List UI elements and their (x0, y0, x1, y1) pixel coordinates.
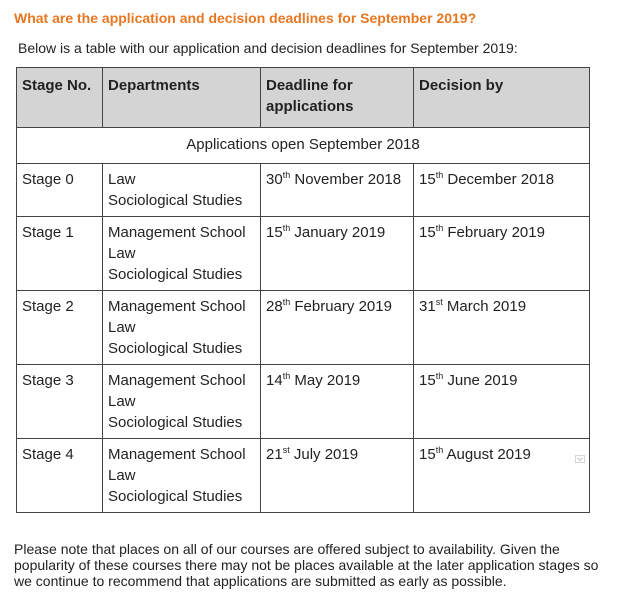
decision-month-year: June 2019 (447, 372, 518, 389)
department-name: Law (108, 245, 136, 262)
decision-ordinal-suffix: th (435, 445, 444, 455)
departments-cell (103, 164, 261, 217)
department-name: Management School (108, 298, 246, 315)
decision-ordinal-suffix: th (435, 223, 444, 233)
deadlines-table (16, 67, 590, 513)
intro-text: Below is a table with our application and decision deadlines for September 2019: (18, 40, 518, 56)
stage-cell: Stage 4 (17, 439, 103, 513)
department-name: Management School (108, 224, 246, 241)
decision-ordinal-suffix: th (435, 170, 444, 180)
decision-month-year: August 2019 (446, 446, 531, 463)
applications-open-row (17, 128, 590, 164)
table-row (17, 291, 590, 365)
decision-month-year: February 2019 (447, 224, 545, 241)
decision-day: 15 (419, 224, 436, 241)
table-row (17, 217, 590, 291)
deadline-ordinal-suffix: st (282, 445, 290, 455)
deadline-day: 21 (266, 446, 283, 463)
decision-day: 15 (419, 171, 436, 188)
deadline-cell (261, 217, 414, 291)
deadline-month-year: November 2018 (294, 171, 402, 188)
department-name: Management School (108, 372, 246, 389)
availability-note: Please note that places on all of our courses are offered subject to availability. Given the popularity of these courses there may not be places available at the later application stages so we continue to recommend that applications are submitted as early as possible. (14, 541, 599, 589)
department-name: Sociological Studies (108, 266, 243, 283)
table-row (17, 365, 590, 439)
deadline-ordinal-suffix: th (282, 223, 291, 233)
department-name: Sociological Studies (108, 192, 243, 209)
deadline-month-year: February 2019 (294, 298, 392, 315)
departments-cell (103, 365, 261, 439)
deadline-day: 30 (266, 171, 283, 188)
deadline-month-year: May 2019 (294, 372, 361, 389)
department-name: Law (108, 319, 136, 336)
deadline-cell (261, 439, 414, 513)
deadline-day: 28 (266, 298, 283, 315)
deadline-ordinal-suffix: th (282, 371, 291, 381)
department-name: Law (108, 467, 136, 484)
header-departments: Departments (103, 68, 261, 128)
decision-month-year: December 2018 (447, 171, 555, 188)
deadline-ordinal-suffix: th (282, 170, 291, 180)
header-deadline: Deadline for applications (261, 68, 414, 128)
stage-cell: Stage 3 (17, 365, 103, 439)
table-row (17, 439, 590, 513)
departments-cell (103, 291, 261, 365)
decision-ordinal-suffix: th (435, 371, 444, 381)
decision-cell (414, 291, 590, 365)
table-header-row (17, 68, 590, 128)
decision-cell (414, 164, 590, 217)
decision-cell (414, 439, 590, 513)
header-decision: Decision by (414, 68, 590, 128)
deadline-ordinal-suffix: th (282, 297, 291, 307)
deadline-month-year: July 2019 (293, 446, 359, 463)
deadline-day: 15 (266, 224, 283, 241)
decision-day: 15 (419, 372, 436, 389)
decision-day: 31 (419, 298, 436, 315)
deadline-day: 14 (266, 372, 283, 389)
decision-day: 15 (419, 446, 436, 463)
decision-cell (414, 217, 590, 291)
table-row (17, 164, 590, 217)
department-name: Management School (108, 446, 246, 463)
departments-cell (103, 217, 261, 291)
deadline-cell (261, 291, 414, 365)
stage-cell: Stage 0 (17, 164, 103, 217)
department-name: Sociological Studies (108, 340, 243, 357)
deadline-cell (261, 164, 414, 217)
decision-month-year: March 2019 (446, 298, 527, 315)
applications-open-cell: Applications open September 2018 (17, 128, 590, 164)
page-heading: What are the application and decision deadlines for September 2019? (14, 10, 477, 26)
deadline-month-year: January 2019 (294, 224, 386, 241)
stage-cell: Stage 1 (17, 217, 103, 291)
header-stage-no: Stage No. (17, 68, 103, 128)
department-name: Sociological Studies (108, 488, 243, 505)
chevron-down-icon[interactable] (575, 455, 585, 463)
department-name: Law (108, 171, 136, 188)
decision-ordinal-suffix: st (435, 297, 443, 307)
departments-cell (103, 439, 261, 513)
decision-cell (414, 365, 590, 439)
stage-cell: Stage 2 (17, 291, 103, 365)
department-name: Sociological Studies (108, 414, 243, 431)
deadline-cell (261, 365, 414, 439)
department-name: Law (108, 393, 136, 410)
